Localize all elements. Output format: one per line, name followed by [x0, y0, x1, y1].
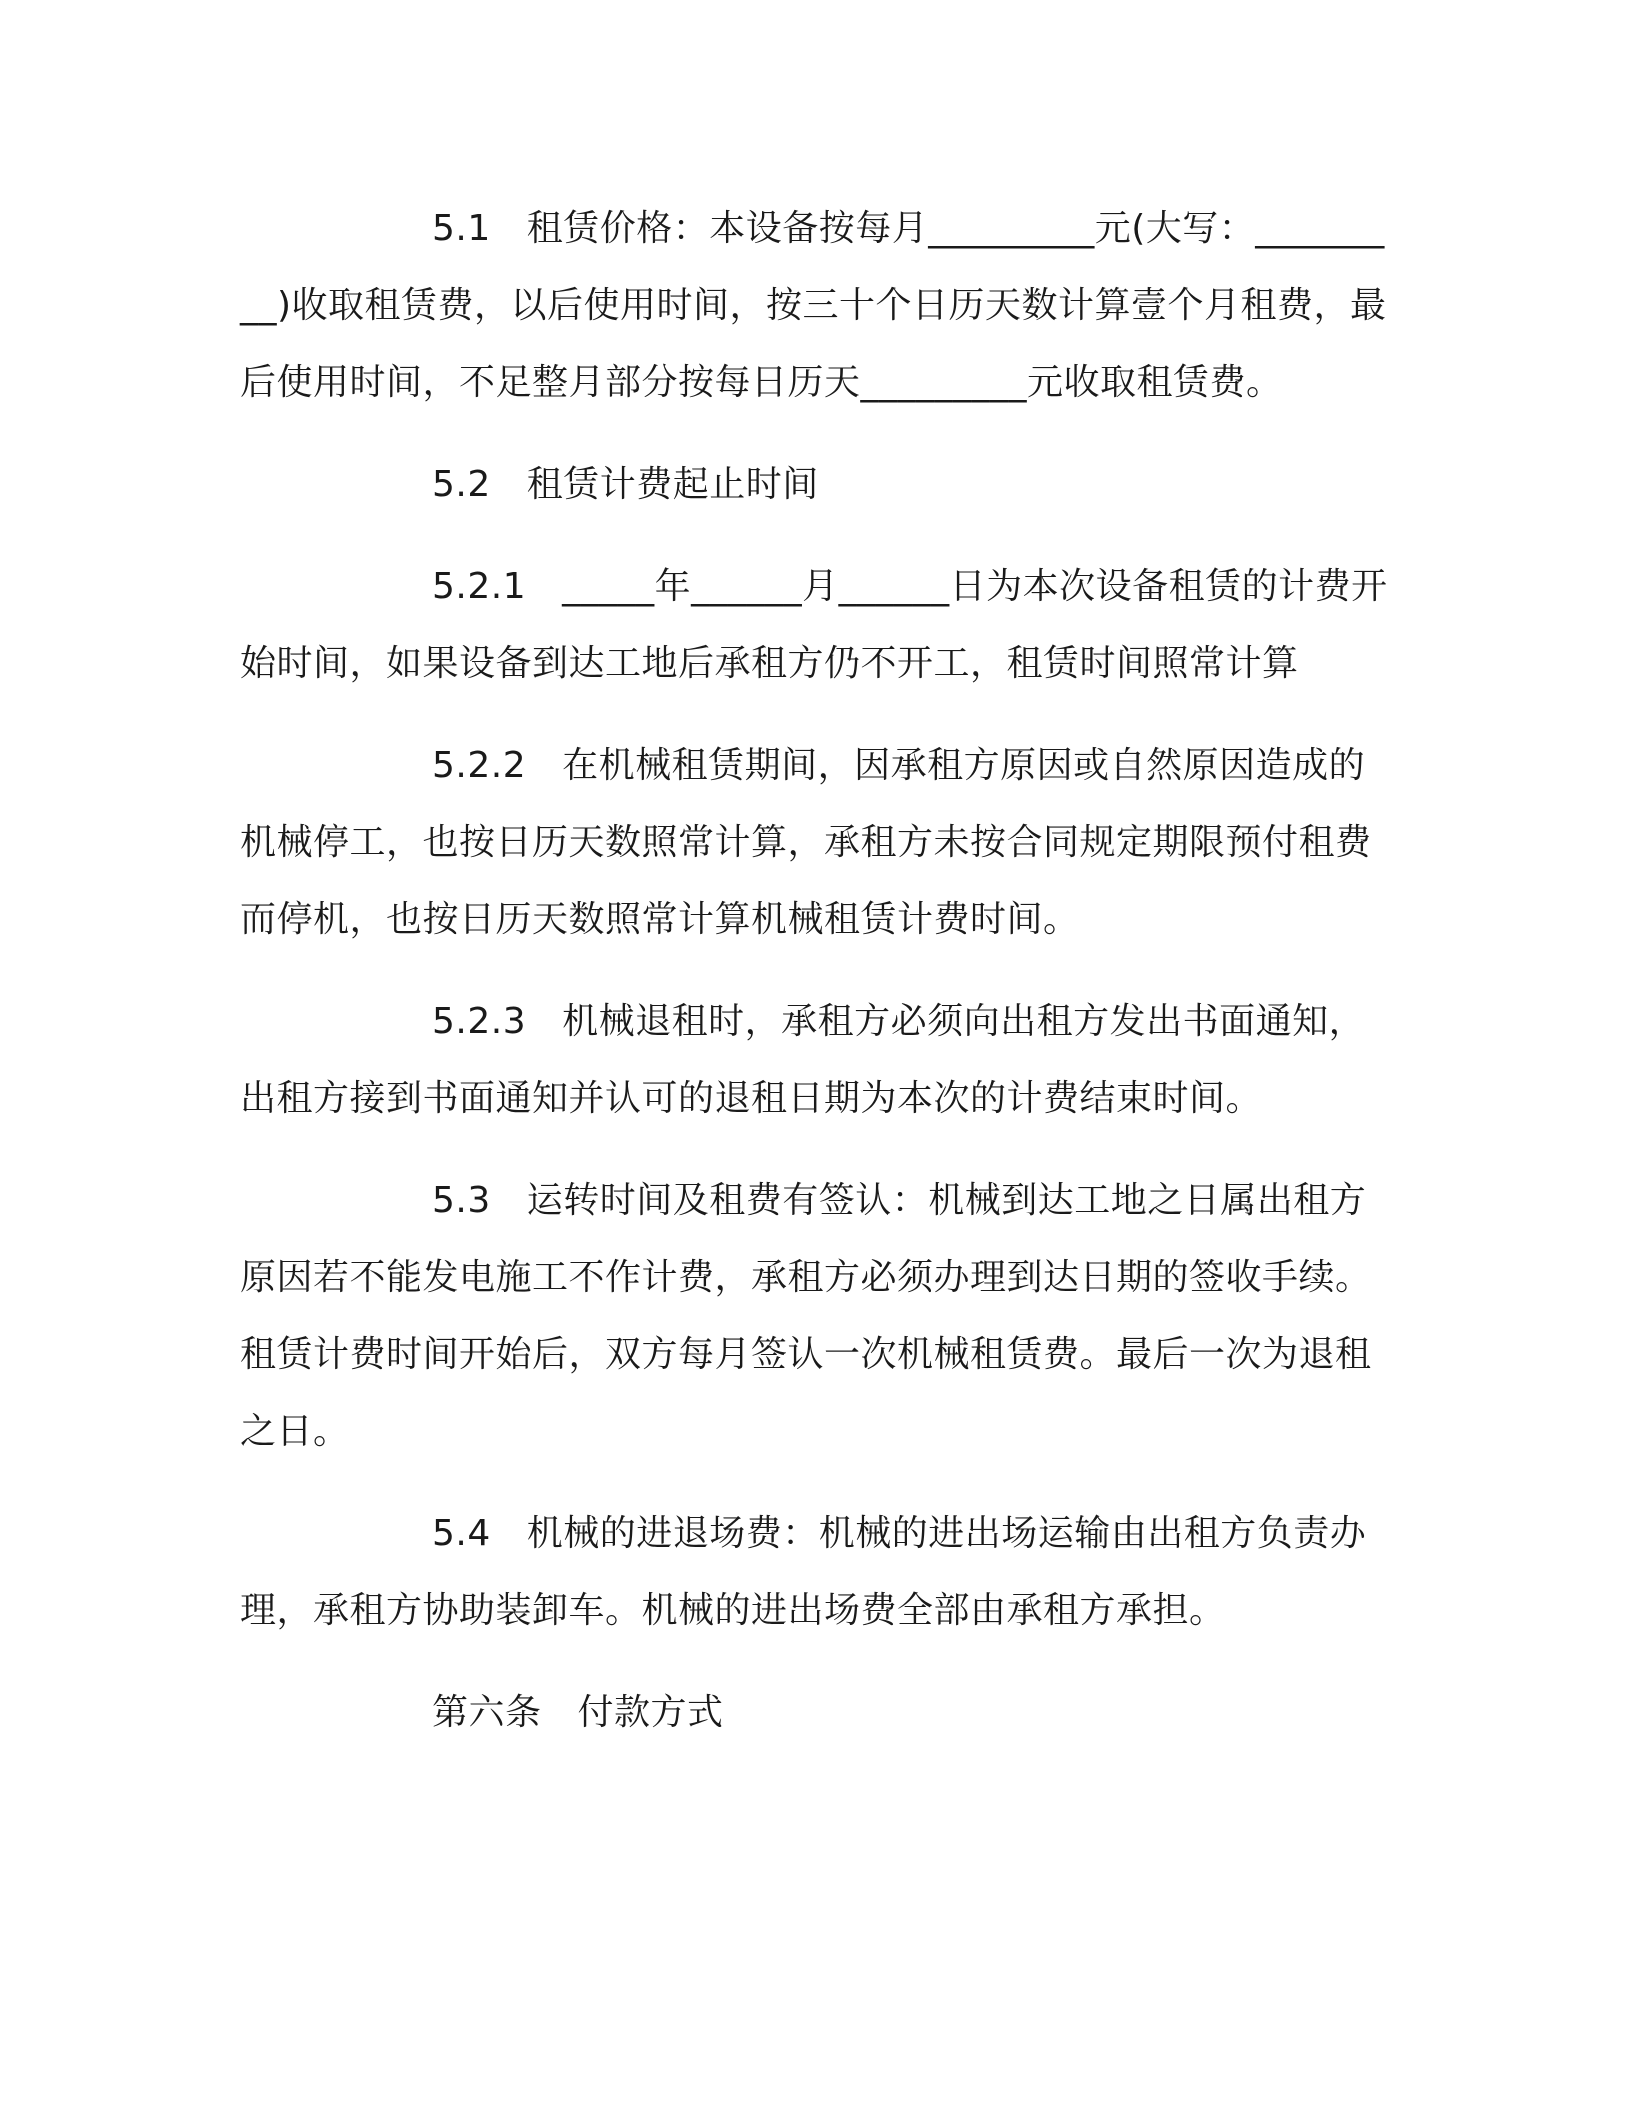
clause-number: 5.1 [432, 208, 491, 249]
clause-text: _____年______月______日为本次设备租赁的计费开始时间，如果设备到达工地后承租方仍不开工，租赁时间照常计算 [240, 566, 1388, 684]
clause-5-2-1 [240, 548, 1390, 702]
clause-text: 运转时间及租费有签认：机械到达工地之日属出租方原因若不能发电施工不作计费，承租方必须办理到达日期的签收手续。租赁计费时间开始后，双方每月签认一次机械租赁费。最后一次为退租之日。 [240, 1180, 1372, 1452]
clause-number: 5.2.1 [432, 566, 527, 607]
article-title: 付款方式 [577, 1692, 724, 1733]
clause-number: 5.3 [432, 1180, 491, 1221]
clause-text: 租赁价格：本设备按每月_________元(大写：_________)收取租赁费，以后使用时间，按三十个日历天数计算壹个月租费，最后使用时间，不足整月部分按每日历天_________元收取租赁费。 [240, 208, 1387, 403]
article-6-heading [240, 1674, 1390, 1751]
clause-5-3 [240, 1162, 1390, 1470]
article-number: 第六条 [432, 1692, 542, 1733]
clause-text: 机械的进退场费：机械的进出场运输由出租方负责办理，承租方协助装卸车。机械的进出场费全部由承租方承担。 [240, 1513, 1367, 1631]
clause-5-1 [240, 190, 1390, 421]
clause-text: 在机械租赁期间，因承租方原因或自然原因造成的机械停工，也按日历天数照常计算，承租方未按合同规定期限预付租费而停机，也按日历天数照常计算机械租赁计费时间。 [240, 745, 1372, 940]
clause-5-2 [240, 446, 1390, 523]
clause-number: 5.4 [432, 1513, 491, 1554]
clause-5-4 [240, 1495, 1390, 1649]
clause-5-2-2 [240, 727, 1390, 958]
clause-text: 租赁计费起止时间 [526, 464, 819, 505]
clause-number: 5.2.3 [432, 1001, 527, 1042]
clause-number: 5.2.2 [432, 745, 527, 786]
document-page [240, 190, 1390, 1776]
clause-number: 5.2 [432, 464, 491, 505]
clause-5-2-3 [240, 983, 1390, 1137]
clause-text: 机械退租时，承租方必须向出租方发出书面通知，出租方接到书面通知并认可的退租日期为本次的计费结束时间。 [240, 1001, 1366, 1119]
